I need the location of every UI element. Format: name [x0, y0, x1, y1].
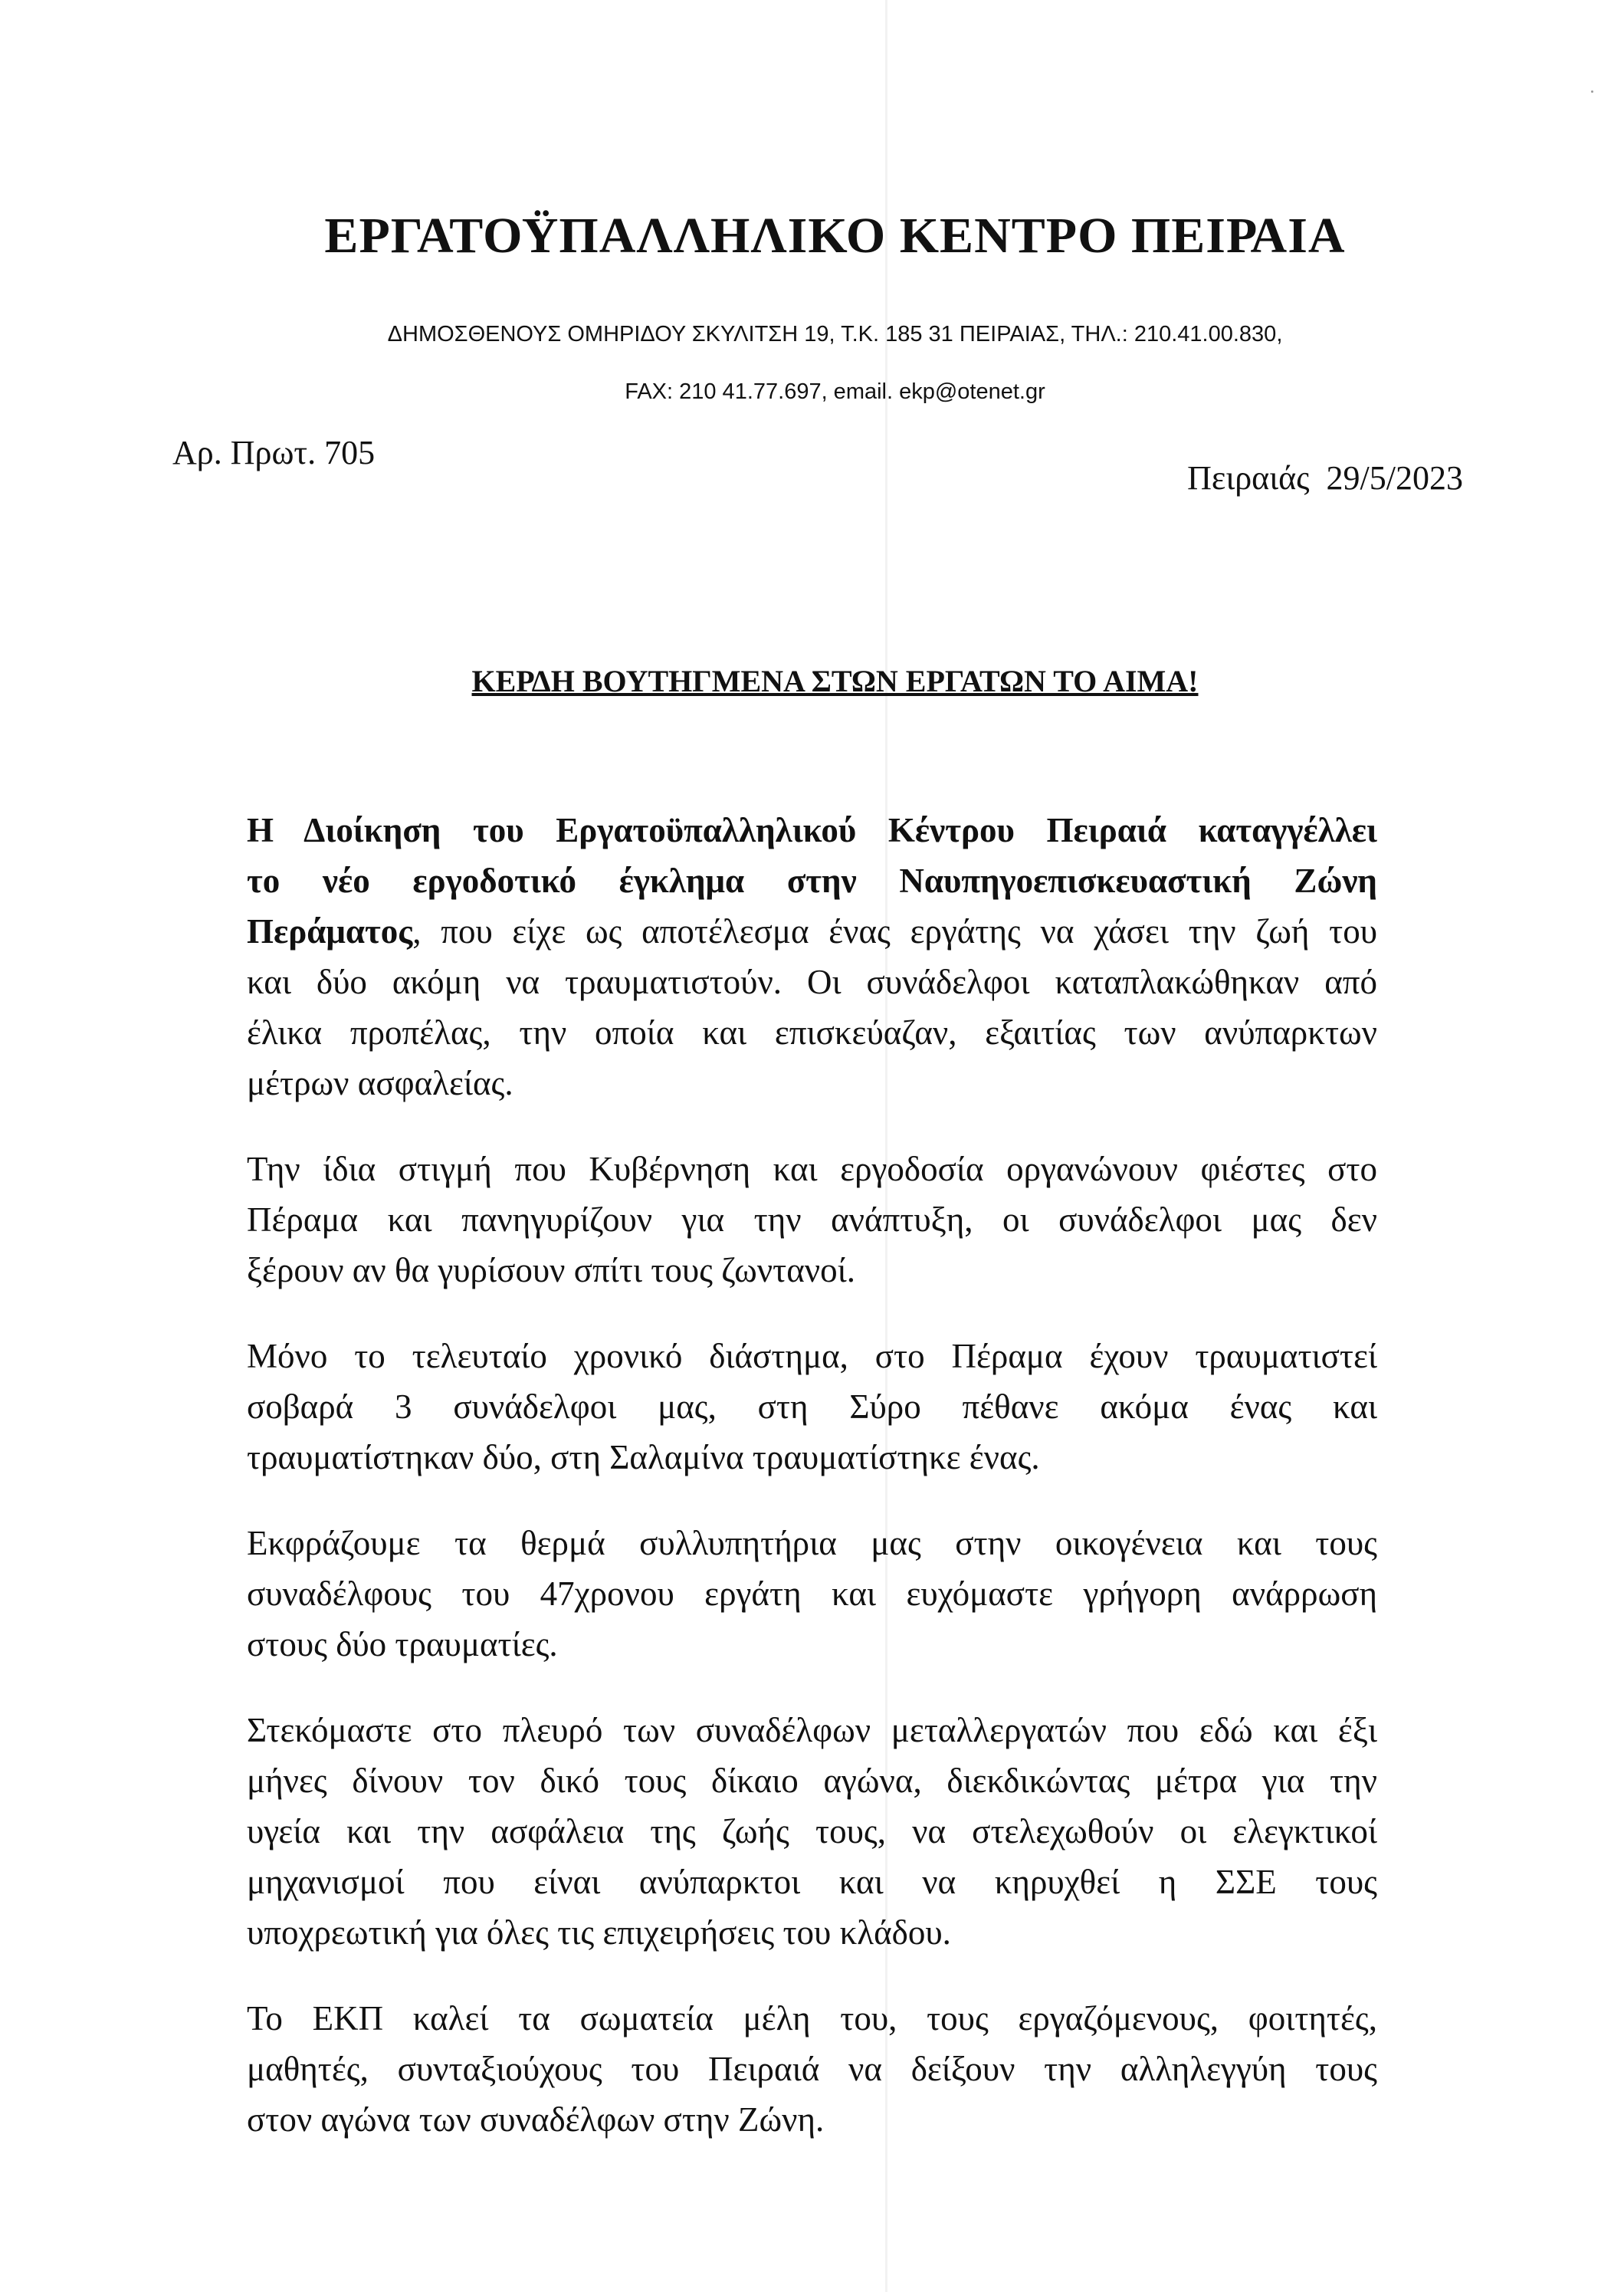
- paragraph-line: [247, 1705, 1377, 1755]
- line-text: μήνες δίνουν τον δικό τους δίκαιο αγώνα, διεκδικώντας μέτρα για την: [247, 1762, 1377, 1800]
- line-text: και δύο ακόμη να τραυματιστούν. Οι συνάδελφοι καταπλακώθηκαν από: [247, 963, 1377, 1001]
- organization-title: ΕΡΓΑΤΟΫΠΑΛΛΗΛΙΚΟ ΚΕΝΤΡΟ ΠΕΙΡΑΙΑ: [324, 208, 1346, 264]
- line-text: υποχρεωτική για όλες τις επιχειρήσεις του κλάδου.: [247, 1913, 951, 1952]
- paragraph-line: [247, 1058, 1377, 1108]
- paragraph-line: [247, 1007, 1377, 1058]
- line-text: Στεκόμαστε στο πλευρό των συναδέλφων μεταλλεργατών που εδώ και έξι: [247, 1711, 1377, 1749]
- line-text: σοβαρά 3 συνάδελφοι μας, στη Σύρο πέθανε ακόμα ένας και: [247, 1387, 1377, 1426]
- paragraph: [247, 1705, 1377, 1958]
- paragraph: [247, 1993, 1377, 2145]
- paragraph-line: [247, 1518, 1377, 1568]
- line-text: Εκφράζουμε τα θερμά συλλυπητήρια μας στην οικογένεια και τους: [247, 1524, 1377, 1562]
- line-text: Πέραμα και πανηγυρίζουν για την ανάπτυξη, οι συνάδελφοι μας δεν: [247, 1200, 1377, 1239]
- paragraph-line: [247, 906, 1377, 957]
- protocol-number: Αρ. Πρωτ. 705: [172, 434, 376, 471]
- paragraph: [247, 1518, 1377, 1670]
- organization-contact: FAX: 210 41.77.697, email. ekp@otenet.gr: [625, 379, 1045, 404]
- line-text: υγεία και την ασφάλεια της ζωής τους, να στελεχωθούν οι ελεγκτικοί: [247, 1812, 1377, 1850]
- scan-speck: [1591, 90, 1593, 93]
- line-text: μαθητές, συνταξιούχους του Πειραιά να δείξουν την αλληλεγγύη τους: [247, 2050, 1377, 2088]
- bold-text: το νέο εργοδοτικό έγκλημα στην Ναυπηγοεπισκευαστική Ζώνη: [247, 862, 1377, 900]
- paragraph: [247, 1331, 1377, 1483]
- bold-text: Η Διοίκηση του Εργατοϋπαλληλικού Κέντρου Πειραιά καταγγέλλει: [247, 811, 1377, 849]
- paragraph-line: [247, 855, 1377, 906]
- line-text: έλικα προπέλας, την οποία και επισκεύαζαν, εξαιτίας των ανύπαρκτων: [247, 1013, 1377, 1052]
- line-text: στον αγώνα των συναδέλφων στην Ζώνη.: [247, 2100, 825, 2139]
- paragraph-line: [247, 1331, 1377, 1381]
- line-text: Μόνο το τελευταίο χρονικό διάστημα, στο Πέραμα έχουν τραυματιστεί: [247, 1337, 1377, 1375]
- paragraph-line: [247, 1993, 1377, 2044]
- line-text: ξέρουν αν θα γυρίσουν σπίτι τους ζωντανοί.: [247, 1251, 856, 1289]
- paragraph: [247, 805, 1377, 1108]
- document-heading: [0, 663, 1624, 699]
- paragraph-line: [247, 805, 1377, 855]
- paragraph-line: [247, 2094, 1377, 2145]
- paragraph-line: [247, 1568, 1377, 1619]
- line-text: συναδέλφους του 47χρονου εργάτη και ευχόμαστε γρήγορη ανάρρωση: [247, 1575, 1377, 1613]
- line-text: τραυματίστηκαν δύο, στη Σαλαμίνα τραυματίστηκε ένας.: [247, 1438, 1040, 1476]
- document-body: [247, 805, 1377, 2180]
- paragraph-line: [247, 1432, 1377, 1483]
- paragraph-line: [247, 1806, 1377, 1857]
- paragraph-line: [247, 1194, 1377, 1245]
- paragraph-line: [247, 957, 1377, 1007]
- line-text: μέτρων ασφαλείας.: [247, 1064, 513, 1102]
- paragraph: [247, 1144, 1377, 1295]
- line-text: , που είχε ως αποτέλεσμα ένας εργάτης να χάσει την ζωή του: [412, 912, 1377, 951]
- line-text: Την ίδια στιγμή που Κυβέρνηση και εργοδοσία οργανώνουν φιέστες στο: [247, 1150, 1377, 1188]
- line-text: μηχανισμοί που είναι ανύπαρκτοι και να κηρυχθεί η ΣΣΕ τους: [247, 1863, 1377, 1901]
- document-date: Πειραιάς 29/5/2023: [1187, 459, 1463, 497]
- line-text: Το ΕΚΠ καλεί τα σωματεία μέλη του, τους εργαζόμενους, φοιτητές,: [247, 1999, 1377, 2038]
- paragraph-line: [247, 2044, 1377, 2094]
- heading-text: ΚΕΡΔΗ ΒΟΥΤΗΓΜΕΝΑ ΣΤΩΝ ΕΡΓΑΤΩΝ ΤΟ ΑΙΜΑ!: [471, 664, 1199, 698]
- paragraph-line: [247, 1755, 1377, 1806]
- paragraph-line: [247, 1245, 1377, 1295]
- paragraph-line: [247, 1144, 1377, 1194]
- bold-text: Περάματος: [247, 912, 413, 951]
- paragraph-line: [247, 1857, 1377, 1907]
- paragraph-line: [247, 1907, 1377, 1958]
- organization-address: ΔΗΜΟΣΘΕΝΟΥΣ ΟΜΗΡΙΔΟΥ ΣΚΥΛΙΤΣΗ 19, Τ.Κ. 185 31 ΠΕΙΡΑΙΑΣ, ΤΗΛ.: 210.41.00.830,: [387, 322, 1283, 346]
- paragraph-line: [247, 1381, 1377, 1432]
- line-text: στους δύο τραυματίες.: [247, 1625, 558, 1663]
- paragraph-line: [247, 1619, 1377, 1670]
